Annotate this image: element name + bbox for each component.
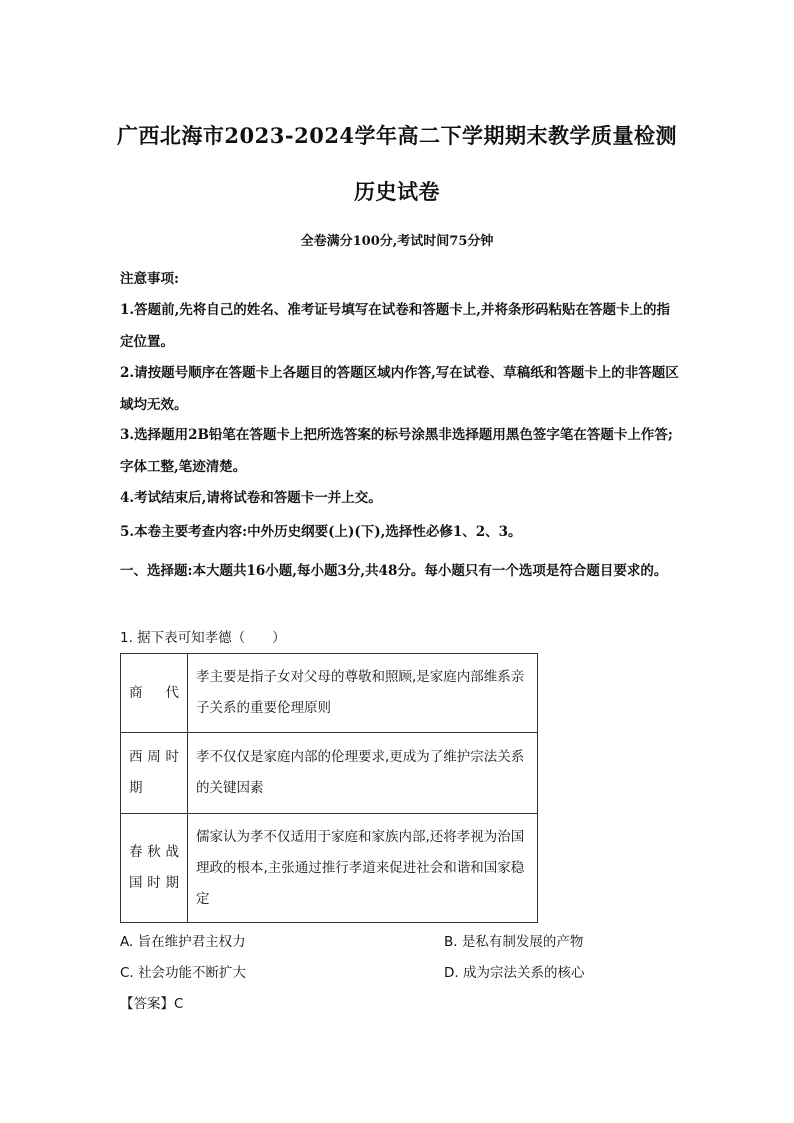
option-c: C. 社会功能不断扩大 — [120, 965, 247, 981]
table-row — [121, 654, 538, 733]
table-cell-era: 西周时期 — [121, 733, 188, 814]
note-item-2: 2.请按题号顺序在答题卡上各题目的答题区域内作答,写在试卷、草稿纸和答题卡上的非答题区域均无效。 — [120, 365, 679, 413]
note-item-4: 4.考试结束后,请将试卷和答题卡一并上交。 — [120, 490, 382, 506]
table-row — [121, 814, 538, 923]
table-cell-content: 孝不仅仅是家庭内部的伦理要求,更成为了维护宗法关系的关键因素 — [188, 733, 538, 814]
section-heading: 一、选择题:本大题共16小题,每小题3分,共48分。每小题只有一个选项是符合题目要求的。 — [120, 563, 668, 579]
answer-line: 【答案】C — [120, 996, 184, 1012]
notes-heading: 注意事项: — [120, 271, 179, 287]
table-row — [121, 733, 538, 814]
question-stem: 1. 据下表可知孝德（ ） — [120, 630, 286, 646]
exam-info: 全卷满分100分,考试时间75分钟 — [300, 234, 494, 249]
table-cell-era: 商代 — [121, 654, 188, 733]
exam-subtitle: 历史试卷 — [354, 179, 440, 204]
note-item-5: 5.本卷主要考查内容:中外历史纲要(上)(下),选择性必修1、2、3。 — [120, 524, 522, 540]
table-cell-content: 孝主要是指子女对父母的尊敬和照顾,是家庭内部维系亲子关系的重要伦理原则 — [188, 654, 538, 733]
note-item-1: 1.答题前,先将自己的姓名、准考证号填写在试卷和答题卡上,并将条形码粘贴在答题卡上的指定位置。 — [120, 302, 670, 350]
table-cell-era: 春秋战国时期 — [121, 814, 188, 923]
table-cell-content: 儒家认为孝不仅适用于家庭和家族内部,还将孝视为治国理政的根本,主张通过推行孝道来促进社会和谐和国家稳定 — [188, 814, 538, 923]
question-table — [120, 653, 538, 923]
option-a: A. 旨在维护君主权力 — [120, 934, 246, 950]
note-item-3: 3.选择题用2B铅笔在答题卡上把所选答案的标号涂黑非选择题用黑色签字笔在答题卡上作答;字体工整,笔迹清楚。 — [120, 427, 673, 475]
option-b: B. 是私有制发展的产物 — [444, 934, 584, 950]
exam-title: 广西北海市2023-2024学年高二下学期期末教学质量检测 — [116, 123, 678, 148]
option-d: D. 成为宗法关系的核心 — [444, 965, 585, 981]
